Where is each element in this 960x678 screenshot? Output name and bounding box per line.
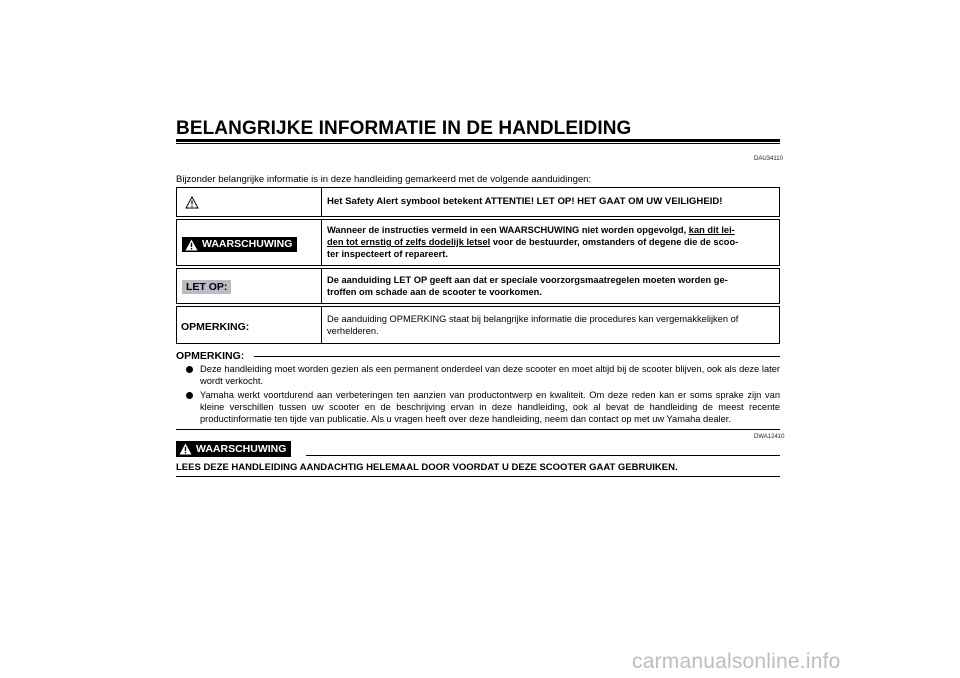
opmerking-row (176, 306, 780, 344)
letop-row (176, 268, 780, 304)
warning-rule (306, 455, 780, 456)
warning-text: Wanneer de instructies vermeld in een WAARSCHUWING niet worden opgevolgd, kan dit lei- den tot ernstig of zelfs dodelijk letsel voor de bestuurder, omstanders of degene die de scoo- ter inspecteert of repareert. (327, 225, 739, 259)
note-end-rule (176, 429, 780, 430)
warning-badge (182, 237, 297, 252)
warning-row (176, 219, 780, 266)
section-code: DAU34110 (754, 156, 783, 162)
warning-heading-label: WAARSCHUWING (196, 443, 287, 455)
bullet-dot (186, 366, 193, 373)
intro-text: Bijzonder belangrijke informatie is in deze handleiding gemarkeerd met de volgende aanduidingen: (176, 174, 592, 185)
note-rule (254, 356, 780, 357)
note-heading: OPMERKING: (176, 350, 245, 362)
warning-heading-badge (176, 441, 291, 457)
warning-end-rule (176, 476, 780, 477)
title-rule (176, 139, 780, 142)
warning-triangle-icon (185, 196, 199, 209)
warning-triangle-icon (179, 443, 192, 455)
bullet-dot (186, 392, 193, 399)
page-title: BELANGRIJKE INFORMATIE IN DE HANDLEIDING (176, 118, 632, 139)
list-item: Yamaha werkt voortdurend aan verbeteringen ten aanzien van productontwerp en kwaliteit. Om deze reden kan er soms sprake zijn van kleine verschillen tussen uw scooter en de beschrijving ervan in deze handleiding, ook al bevat de handleiding de meest recente productinformatie ten tijde van publicatie. Als u vragen heeft over deze handleiding, neem dan contact op met uw Yamaha dealer. (186, 389, 780, 425)
warning-triangle-icon (185, 239, 198, 251)
opmerking-text: De aanduiding OPMERKING staat bij belangrijke informatie die procedures kan vergemakkelijken of verhelderen. (327, 314, 739, 336)
letop-badge: LET OP: (182, 280, 231, 294)
alert-symbol-cell (177, 188, 321, 216)
alert-row (176, 187, 780, 217)
title-rule-thin (176, 143, 780, 144)
warning-badge-label: WAARSCHUWING (202, 238, 293, 250)
watermark: carmanualsonline.info (632, 650, 841, 673)
warning-text: LEES DEZE HANDLEIDING AANDACHTIG HELEMAAL DOOR VOORDAT U DEZE SCOOTER GAAT GEBRUIKEN. (176, 462, 678, 473)
warning-code: DWA12410 (754, 434, 785, 440)
letop-text: De aanduiding LET OP geeft aan dat er speciale voorzorgsmaatregelen moeten worden ge- troffen om schade aan de scooter te voorkomen. (327, 275, 728, 297)
alert-text: Het Safety Alert symbool betekent ATTENTIE! LET OP! HET GAAT OM UW VEILIGHEID! (327, 196, 723, 207)
opmerking-label: OPMERKING: (181, 321, 250, 333)
list-item: Deze handleiding moet worden gezien als een permanent onderdeel van deze scooter en moet altijd bij de scooter blijven, ook als deze later wordt verkocht. (186, 363, 780, 387)
